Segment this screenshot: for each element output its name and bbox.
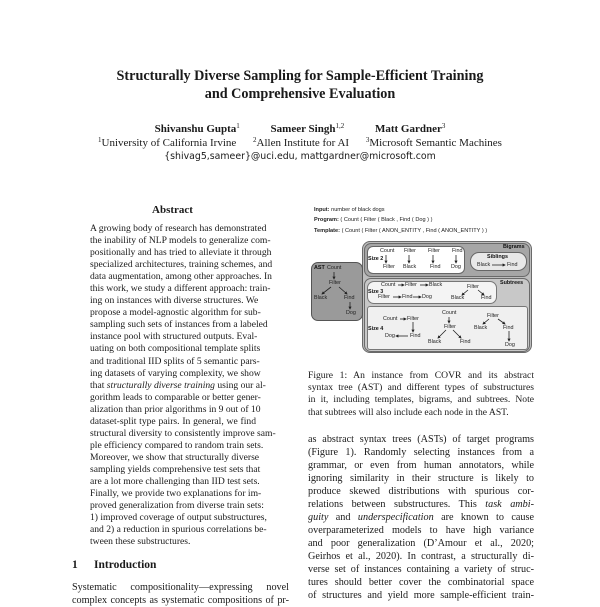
sibling-node: Black <box>477 262 491 268</box>
right-column-body <box>308 433 534 602</box>
title-line-1: Structurally Diverse Sampling for Sample-Efficient Training <box>116 68 484 84</box>
sibling-node: Find <box>507 262 518 268</box>
abstract-line: tween these substructures. <box>90 536 191 548</box>
bigram-node: Find <box>452 248 463 254</box>
abstract-line: dataset-split type pairs. In general, we find <box>90 415 256 427</box>
body-emphasis: task ambi- <box>485 499 534 510</box>
abstract-line: structural diversity to consistently improve sam- <box>90 427 276 439</box>
subtree-node: Black <box>429 282 443 288</box>
abstract-line: data augmentation, among other approaches. In <box>90 271 272 283</box>
figure-input-line <box>314 207 385 213</box>
subtree-node: Find <box>460 339 471 345</box>
abstract-line: proved generalization from diverse train sets: <box>90 500 264 512</box>
body-emphasis: guity <box>308 512 329 523</box>
ast-node: Count <box>327 265 342 271</box>
template-label: Template: <box>314 228 341 234</box>
abstract-line: specialized architectures, training schemes, and <box>90 259 273 271</box>
abstract-line: instance pool with structured outputs. Eval- <box>90 331 258 343</box>
affiliation-name: University of California Irvine <box>101 137 237 149</box>
abstract-line: and 2) a reduction in spurious correlations be- <box>90 524 267 536</box>
author-name: Sameer Singh <box>270 123 336 135</box>
figure-program-line <box>314 217 432 223</box>
body-line <box>308 498 534 511</box>
body-line <box>308 511 534 524</box>
size4-label: Size 4 <box>368 326 384 332</box>
body-line: (Figure 1). Randomly selecting instances from a <box>308 447 534 458</box>
ast-node: Filter <box>329 280 341 286</box>
abstract-line <box>90 379 266 392</box>
author <box>375 123 445 135</box>
abstract-line: the inability of NLP models to generalize com- <box>90 235 271 247</box>
ast-label: AST <box>314 265 325 271</box>
bigram-node: Filter <box>428 248 440 254</box>
body-line: verse set of instances containing a variety of struc- <box>308 564 534 575</box>
ast-node: Black <box>314 295 328 301</box>
body-line: ignoring similarity in their structure is likely to <box>308 473 534 484</box>
subtree-node: Dog <box>422 294 432 300</box>
subtrees-label: Subtrees <box>500 280 524 286</box>
subtree-node: Black <box>474 325 488 331</box>
introduction-body <box>72 581 289 607</box>
subtree-node: Black <box>428 339 442 345</box>
subtree-node: Filter <box>407 316 419 322</box>
abstract-line: 1) improved coverage of output substructures, <box>90 512 267 524</box>
section-number: 1 <box>72 559 78 571</box>
subtree-node: Filter <box>444 324 456 330</box>
program-label: Program: <box>314 217 339 223</box>
bigram-node: Dog <box>451 264 461 270</box>
paper-title <box>0 67 600 103</box>
subtree-node: Find <box>410 333 421 339</box>
abstract-text: that <box>90 379 107 391</box>
abstract-line: positionally and has tried to alleviate it through <box>90 247 272 259</box>
size2-label: Size 2 <box>368 256 384 262</box>
subtree-node: Find <box>503 325 514 331</box>
body-line: overparameterized models to have high variance <box>308 525 534 536</box>
subtree-node: Count <box>442 310 457 316</box>
body-line: produce skewed distributions with spurious cor- <box>308 486 534 497</box>
figure-template-line <box>314 228 487 234</box>
body-text: are known to cause <box>433 512 534 523</box>
abstract-line: uating on both compositional template splits <box>90 343 261 355</box>
caption-line: Figure 1: An instance from COVR and its abstract <box>308 370 534 381</box>
input-value: number of black dogs <box>329 207 385 213</box>
abstract-line: A growing body of research has demonstrated <box>90 223 267 234</box>
author-emails: {shivag5,sameer}@uci.edu, mattgardner@microsoft.com <box>164 151 436 162</box>
subtree-node: Dog <box>385 333 395 339</box>
abstract-emphasis: structurally diverse training <box>106 379 215 391</box>
abstract-line: Finally, we provide two explanations for im- <box>90 488 262 500</box>
caption-line: in it, including templates, bigrams, and subtrees. Note <box>308 394 534 406</box>
abstract-heading: Abstract <box>152 204 193 216</box>
author-sup: 1 <box>236 122 240 130</box>
abstract-line: sampling yields comprehensive test sets that <box>90 463 261 475</box>
size3-label: Size 3 <box>368 289 384 295</box>
bigram-node: Black <box>403 264 417 270</box>
abstract-line: this work, we study a different approach: train- <box>90 283 271 295</box>
ast-node: Dog <box>346 310 356 316</box>
author-sup: 1,2 <box>335 122 345 130</box>
subtree-node: Count <box>383 316 398 322</box>
siblings-label: Siblings <box>487 254 508 260</box>
subtree-node: Find <box>402 294 413 300</box>
subtree-node: Black <box>451 295 465 301</box>
body-line: tures should better cover the combinatorial space <box>308 577 534 588</box>
title-line-2: and Comprehensive Evaluation <box>204 86 396 102</box>
body-line: as abstract syntax trees (ASTs) of target programs <box>308 434 534 445</box>
body-line: and poor generalization (D’Amour et al., 2020; <box>308 538 534 549</box>
subtree-node: Filter <box>487 313 499 319</box>
affiliation-sup: 3 <box>365 136 370 144</box>
bigram-node: Find <box>430 264 441 270</box>
bigram-node: Filter <box>383 264 395 270</box>
subtree-node: Filter <box>405 282 417 288</box>
program-value: ( Count ( Filter ( Black , Find ( Dog ) ) <box>338 217 433 223</box>
section-heading-introduction <box>72 559 156 571</box>
body-text: and <box>328 512 358 523</box>
affiliation-sup: 2 <box>253 136 257 144</box>
author-sup: 3 <box>441 122 446 130</box>
author-name: Shivanshu Gupta <box>154 123 237 135</box>
subtree-node: Filter <box>467 284 479 290</box>
abstract-line: and traditional IID splits of 5 semantic pars- <box>90 355 260 367</box>
author <box>271 123 345 135</box>
abstract-line: gorithm leads to comparable or better gener- <box>90 391 261 403</box>
bigrams-label: Bigrams <box>503 244 525 250</box>
abstract-line: alization than prior algorithms in 9 out of 10 <box>90 403 261 415</box>
abstract-body <box>90 223 276 548</box>
body-emphasis: underspecification <box>357 512 434 523</box>
body-text: relations between substructures. This <box>308 499 486 510</box>
body-line: grammar, or even from human annotators, while <box>308 460 534 471</box>
subtree-node: Count <box>381 282 396 288</box>
abstract-text: using our al- <box>214 379 266 391</box>
body-line: Geirhos et al., 2020). In contrast, a structurally di- <box>308 551 534 562</box>
caption-line: that subtrees will also include each node in the AST. <box>308 406 509 418</box>
bigram-node: Count <box>380 248 395 254</box>
abstract-line: ing datasets of varying complexity, we show <box>90 367 261 379</box>
bigram-node: Filter <box>404 248 416 254</box>
template-value: ( Count ( Filter ( ANON_ENTITY , Find ( ANON_ENTITY ) ) <box>340 228 488 234</box>
intro-line: complex concepts as systematic compositions of pr- <box>72 595 289 606</box>
body-line: of structures and yield more sample-efficient train- <box>308 590 534 601</box>
abstract-line: are a lot more challenging than IID test sets. <box>90 475 260 487</box>
figure-caption <box>308 370 534 419</box>
affiliation <box>98 137 236 149</box>
author-name: Matt Gardner <box>374 123 442 135</box>
author <box>155 123 240 135</box>
section-title: Introduction <box>94 559 157 571</box>
intro-line: Systematic compositionality—expressing novel <box>72 582 289 593</box>
abstract-line: Moreover, we show that structurally diverse <box>90 451 260 463</box>
affiliation <box>253 137 349 149</box>
ast-node: Find <box>344 295 355 301</box>
abstract-line: sampling such sets of instances from a labeled <box>90 319 268 331</box>
input-label: Input: <box>314 207 330 213</box>
abstract-line: propose a model-agnostic algorithm for sub- <box>90 307 261 319</box>
author-list <box>0 122 600 135</box>
abstract-line: ple efficiency compared to random train sets. <box>90 439 264 451</box>
caption-line: syntax tree (AST) and different types of substructures <box>308 382 534 394</box>
affiliation-sup: 1 <box>98 136 102 144</box>
abstract-line: ing on instances with diverse structures. We <box>90 295 259 307</box>
affiliation-name: Allen Institute for AI <box>256 137 350 149</box>
subtree-node: Dog <box>505 342 515 348</box>
affiliation-name: Microsoft Semantic Machines <box>369 137 502 149</box>
subtree-node: Find <box>481 295 492 301</box>
affiliation <box>366 137 502 149</box>
subtree-node: Filter <box>378 294 390 300</box>
affiliation-list <box>0 136 600 149</box>
